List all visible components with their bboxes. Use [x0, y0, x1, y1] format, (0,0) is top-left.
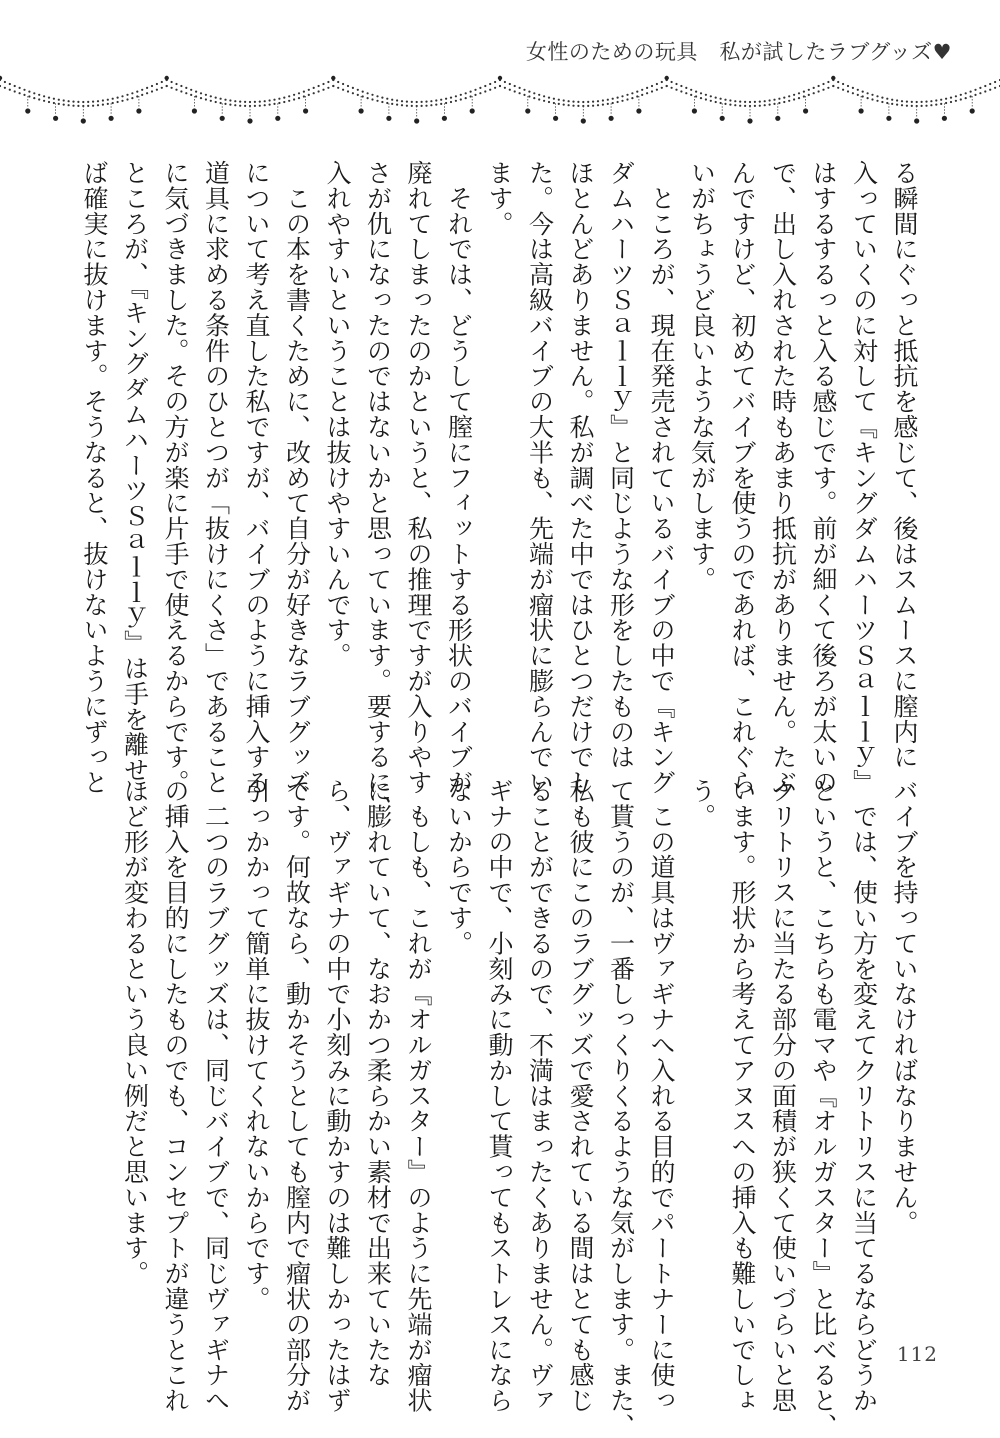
decorative-garland	[0, 70, 1000, 140]
page-number: 112	[896, 1342, 938, 1366]
body-text-bottom: バイブを持っていなければなりません。 では、使い方を変えてクリトリスに当てるならどうか というと、こちらも電マや『オルガスター』と比べると、 クリトリスに当たる部分の面積が狭くて使いづらいと思 います。形状から考えてアヌスへの挿入も難しいでしょ う。 この道具はヴァギナへ入れる目的でパートナーに使っ て貰うのが、一番しっくりくるような気がします。また、 私も彼にこのラブグッズで愛されている間はとても感じ ることができるので、不満はまったくありません。ヴァ ギナの中で、小刻みに動かして貰ってもストレスになら ないからです。 もしも、これが『オルガスター』のように先端が瘤状 に膨れていて、なおかつ柔らかい素材で出来ていたな ら、ヴァギナの中で小刻みに動かすのは難しかったはず です。何故なら、動かそうとしても膣内で瘤状の部分が 引っかかって簡単に抜けてくれないからです。 二つのラブグッズは、同じバイブで、同じヴァギナへ の挿入を目的にしたものでも、コンセプトが違うとこれ ほど形が変わるという良い例だと思います。	[120, 778, 919, 1438]
garland-dots	[0, 76, 1000, 124]
running-header: 女性のための玩具 私が試したラブグッズ♥	[525, 40, 952, 64]
body-text-top: る瞬間にぐっと抵抗を感じて、後はスムースに膣内に 入っていくのに対して『キングダムハーツＳａｌｌｙ』 はするするっと入る感じです。前が細くて後ろが太いの で、出し入れされた時もあまり抵抗がありません。たぶ んですけど、初めてバイブを使うのであれば、これぐら いがちょうど良いような気がします。 ところが、現在発売されているバイブの中で『キング ダムハーツＳａｌｌｙ』と同じような形をしたものは ほとんどありません。私が調べた中ではひとつだけでし た。今は高級バイブの大半も、先端が瘤状に膨らんでい ます。 それでは、どうして膣にフィットする形状のバイブが 廃れてしまったのかというと、私の推理ですが入りやす さが仇になったのではないかと思っています。要するに、 入れやすいということは抜けやすいんです。 この本を書くために、改めて自分が好きなラブグッズ について考え直した私ですが、バイブのように挿入する 道具に求める条件のひとつが「抜けにくさ」であること に気づきました。その方が楽に片手で使えるからです。 ところが、『キングダムハーツＳａｌｌｙ』は手を離せ ば確実に抜けます。そうなると、抜けないようにずっと	[80, 160, 919, 821]
